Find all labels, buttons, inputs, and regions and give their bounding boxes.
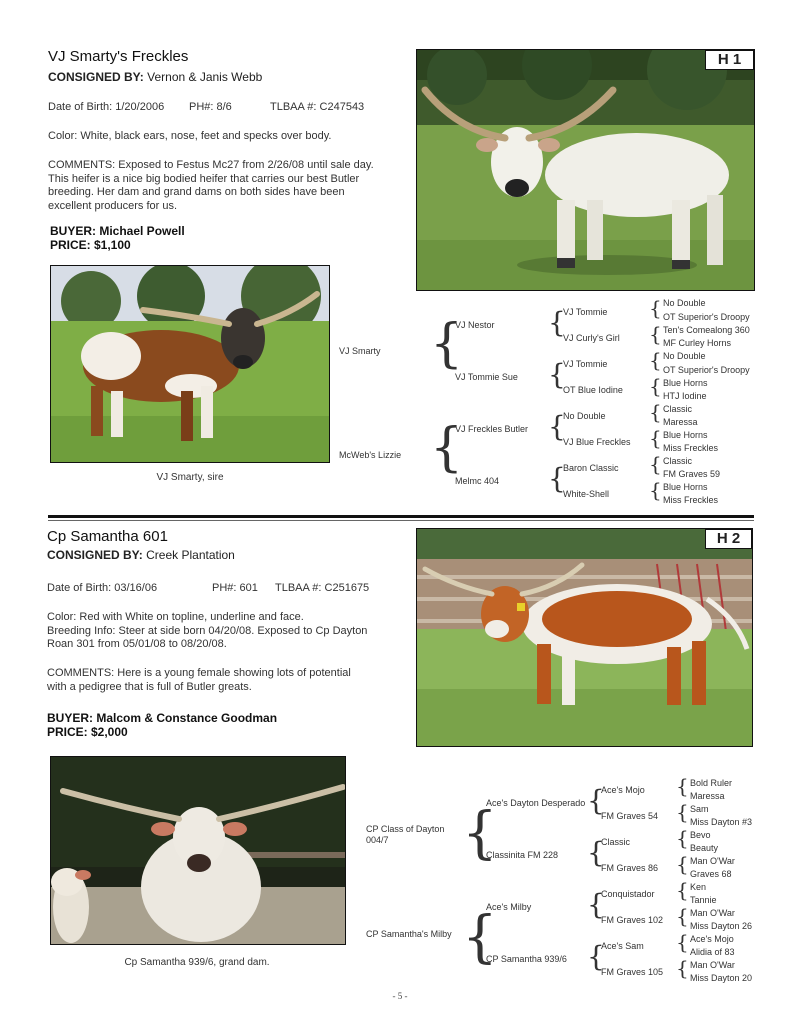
- lot1-brace-g4: {: [649, 374, 662, 398]
- lot2-brace-g2b: {: [462, 905, 498, 970]
- section-divider-thin: [48, 520, 754, 521]
- lot1-sire-photo: [50, 265, 330, 463]
- lot2-ped-g3: Classic: [601, 837, 631, 847]
- lot2-ped-g4: Maressa: [690, 791, 725, 801]
- lot1-ped-g3: VJ Tommie: [563, 359, 608, 369]
- lot1-ped-g3: VJ Curly's Girl: [563, 333, 620, 343]
- lot2-ped-g3: Conquistador: [601, 889, 655, 899]
- lot1-brace-g4: {: [649, 296, 662, 320]
- lot1-consigned-label: CONSIGNED BY:: [48, 70, 144, 84]
- lot2-brace-g3: {: [587, 784, 605, 817]
- lot2-ped-dam: CP Samantha's Milby: [366, 929, 452, 939]
- lot2-buyer-block: [47, 711, 277, 739]
- lot1-dob: Date of Birth: 1/20/2006: [48, 101, 165, 113]
- lot1-ped-g3: Baron Classic: [563, 463, 619, 473]
- lot2-brace-g2a: {: [462, 801, 498, 866]
- lot2-dob: Date of Birth: 03/16/06: [47, 582, 158, 594]
- lot1-brace-g4: {: [649, 348, 662, 372]
- lot1-brace-g4: {: [649, 478, 662, 502]
- lot2-ped-sire-line: CP Class of Dayton: [366, 824, 445, 834]
- lot1-comment-line: excellent producers for us.: [48, 199, 178, 212]
- lot1-brace-g3: {: [548, 358, 566, 391]
- lot2-ped-g4: Miss Dayton 20: [690, 973, 753, 983]
- lot1-ped-g4: Maressa: [663, 417, 698, 427]
- lot1-brace-g3: {: [548, 410, 566, 443]
- lot1-comments: [48, 159, 408, 213]
- lot2-ped-g2: CP Samantha 939/6: [486, 954, 567, 964]
- lot2-brace-g4: {: [676, 826, 689, 850]
- lot2-ph: PH#: 601: [212, 582, 258, 594]
- lot2-info-line: Color: Red with White on topline, underline and face.: [47, 611, 304, 623]
- lot1-ped-g4: Miss Freckles: [663, 495, 719, 505]
- lot2-brace-g3: {: [587, 940, 605, 973]
- lot1-ped-g4: MF Curley Horns: [663, 338, 732, 348]
- lot2-ped-g4: Miss Dayton 26: [690, 921, 753, 931]
- lot1-main-photo: [416, 49, 755, 291]
- lot1-badge: H 1: [705, 50, 754, 70]
- lot2-brace-g4: {: [676, 852, 689, 876]
- lot2-consignor: Creek Plantation: [142, 548, 235, 562]
- lot2-badge: H 2: [705, 529, 752, 549]
- lot1-comment-line: COMMENTS: Exposed to Festus Mc27 from 2/26/08 until sale day.: [48, 159, 374, 171]
- lot2-ped-g4: Ace's Mojo: [690, 934, 734, 944]
- lot1-buyer-block: [50, 224, 185, 252]
- section-divider: [48, 515, 754, 518]
- lot2-consigned: [47, 548, 235, 562]
- lot1-brace-g4: {: [649, 426, 662, 450]
- lot1-price: PRICE: $1,100: [50, 238, 131, 252]
- lot2-ped-g4: Man O'War: [690, 908, 735, 918]
- lot2-ped-g3: FM Graves 102: [601, 915, 664, 925]
- lot1-ped-g2: VJ Nestor: [455, 320, 495, 330]
- lot1-ped-g3: No Double: [563, 411, 606, 421]
- lot2-comment-line: COMMENTS: Here is a young female showing lots of potential: [47, 667, 351, 679]
- lot1-ped-g4: OT Superior's Droopy: [663, 365, 750, 375]
- lot1-color: Color: White, black ears, nose, feet and specks over body.: [48, 130, 332, 142]
- lot1-caption: VJ Smarty, sire: [156, 472, 224, 483]
- lot1-ped-g4: Blue Horns: [663, 482, 708, 492]
- lot1-comment-line: breeding. Her dam and grand dams on both sides have been: [48, 186, 345, 198]
- lot2-ped-g4: Tannie: [690, 895, 717, 905]
- lot2-info: [47, 611, 407, 652]
- lot1-ped-g4: No Double: [663, 351, 706, 361]
- lot2-consigned-label: CONSIGNED BY:: [47, 548, 143, 562]
- lot1-ped-g4: HTJ Iodine: [663, 391, 707, 401]
- lot1-ped-g4: Blue Horns: [663, 378, 708, 388]
- lot2-ped-g2: Ace's Milby: [486, 902, 532, 912]
- lot1-main-photo-art: [417, 50, 754, 290]
- lot1-brace-g2b: {: [430, 418, 464, 478]
- lot2-ped-g4: Man O'War: [690, 856, 735, 866]
- lot2-comment-line: with a pedigree that is full of Butler greats.: [47, 680, 252, 693]
- lot1-ped-g4: OT Superior's Droopy: [663, 312, 750, 322]
- lot2-granddam-photo: [50, 756, 346, 945]
- lot2-ped-g4: Bevo: [690, 830, 711, 840]
- lot2-ped-g4: Alidia of 83: [690, 947, 735, 957]
- lot1-tlbaa: TLBAA #: C247543: [270, 101, 365, 113]
- lot2-info-line: Breeding Info: Steer at side born 04/20/08. Exposed to Cp Dayton: [47, 624, 368, 637]
- lot1-ped-dam: McWeb's Lizzie: [339, 450, 402, 460]
- lot1-ped-g4: Ten's Comealong 360: [663, 325, 750, 335]
- lot1-brace-g4: {: [649, 400, 662, 424]
- lot2-title: Cp Samantha 601: [47, 528, 168, 545]
- lot1-consigned: [48, 70, 262, 84]
- lot2-main-photo-art: [417, 529, 752, 746]
- lot2-brace-g3: {: [587, 888, 605, 921]
- lot2-ped-g4: Beauty: [690, 843, 719, 853]
- lot1-comment-line: This heifer is a nice big bodied heifer that carries our best Butler: [48, 172, 360, 185]
- lot1-ped-g3: White-Shell: [563, 489, 610, 499]
- lot1-brace-g2a: {: [430, 314, 464, 374]
- lot1-ped-g4: No Double: [663, 298, 706, 308]
- lot2-ped-g4: Ken: [690, 882, 707, 892]
- lot1-ped-sire: VJ Smarty: [339, 346, 381, 356]
- lot1-title: VJ Smarty's Freckles: [48, 48, 189, 65]
- lot2-ped-g3: FM Graves 54: [601, 811, 659, 821]
- lot2-brace-g3: {: [587, 836, 605, 869]
- lot2-ped-sire-line: 004/7: [366, 835, 389, 845]
- lot1-ped-g3: OT Blue Iodine: [563, 385, 623, 395]
- lot2-ped-g2: Classinita FM 228: [486, 850, 559, 860]
- lot2-caption: Cp Samantha 939/6, grand dam.: [124, 957, 270, 968]
- lot2-brace-g4: {: [676, 800, 689, 824]
- lot1-brace-g3: {: [548, 306, 566, 339]
- lot2-ped-g3: Ace's Sam: [601, 941, 644, 951]
- lot1-brace-g4: {: [649, 452, 662, 476]
- lot2-ped-sire: [366, 824, 444, 846]
- lot2-ped-g3: FM Graves 86: [601, 863, 659, 873]
- lot2-buyer: BUYER: Malcom & Constance Goodman: [47, 711, 278, 725]
- lot1-ped-g2: VJ Tommie Sue: [455, 372, 518, 382]
- lot1-ped-g4: Miss Freckles: [663, 443, 719, 453]
- lot2-brace-g4: {: [676, 904, 689, 928]
- lot1-sire-photo-art: [51, 266, 329, 462]
- lot2-main-photo: [416, 528, 753, 747]
- lot2-ped-g4: Graves 68: [690, 869, 732, 879]
- lot1-brace-g4: {: [649, 322, 662, 346]
- lot2-brace-g4: {: [676, 774, 689, 798]
- lot2-ped-g4: Sam: [690, 804, 709, 814]
- lot2-price: PRICE: $2,000: [47, 725, 128, 739]
- lot2-ped-g3: Ace's Mojo: [601, 785, 645, 795]
- lot2-brace-g4: {: [676, 930, 689, 954]
- lot1-ph: PH#: 8/6: [189, 101, 232, 113]
- lot1-ped-g4: FM Graves 59: [663, 469, 721, 479]
- lot2-ped-g4: Bold Ruler: [690, 778, 733, 788]
- lot1-ped-g4: Classic: [663, 404, 693, 414]
- lot2-granddam-photo-art: [51, 757, 345, 944]
- lot1-consignor: Vernon & Janis Webb: [143, 70, 263, 84]
- lot1-ped-g3: VJ Tommie: [563, 307, 608, 317]
- lot2-comments: [47, 667, 407, 694]
- lot1-brace-g3: {: [548, 462, 566, 495]
- page-number: - 5 -: [392, 991, 408, 1001]
- lot2-ped-g4: Man O'War: [690, 960, 735, 970]
- lot2-ped-g3: FM Graves 105: [601, 967, 664, 977]
- lot1-ped-g2: VJ Freckles Butler: [455, 424, 529, 434]
- lot1-ped-g4: Classic: [663, 456, 693, 466]
- lot1-ped-g2: Melmc 404: [455, 476, 500, 486]
- lot2-info-line: Roan 301 from 05/01/08 to 08/20/08.: [47, 638, 227, 650]
- lot1-buyer: BUYER: Michael Powell: [50, 224, 185, 238]
- lot1-ped-g4: Blue Horns: [663, 430, 708, 440]
- lot2-ped-g2: Ace's Dayton Desperado: [486, 798, 586, 808]
- lot2-brace-g4: {: [676, 956, 689, 980]
- lot1-ped-g3: VJ Blue Freckles: [563, 437, 631, 447]
- lot2-brace-g4: {: [676, 878, 689, 902]
- lot2-ped-g4: Miss Dayton #3: [690, 817, 753, 827]
- lot2-tlbaa: TLBAA #: C251675: [275, 582, 370, 594]
